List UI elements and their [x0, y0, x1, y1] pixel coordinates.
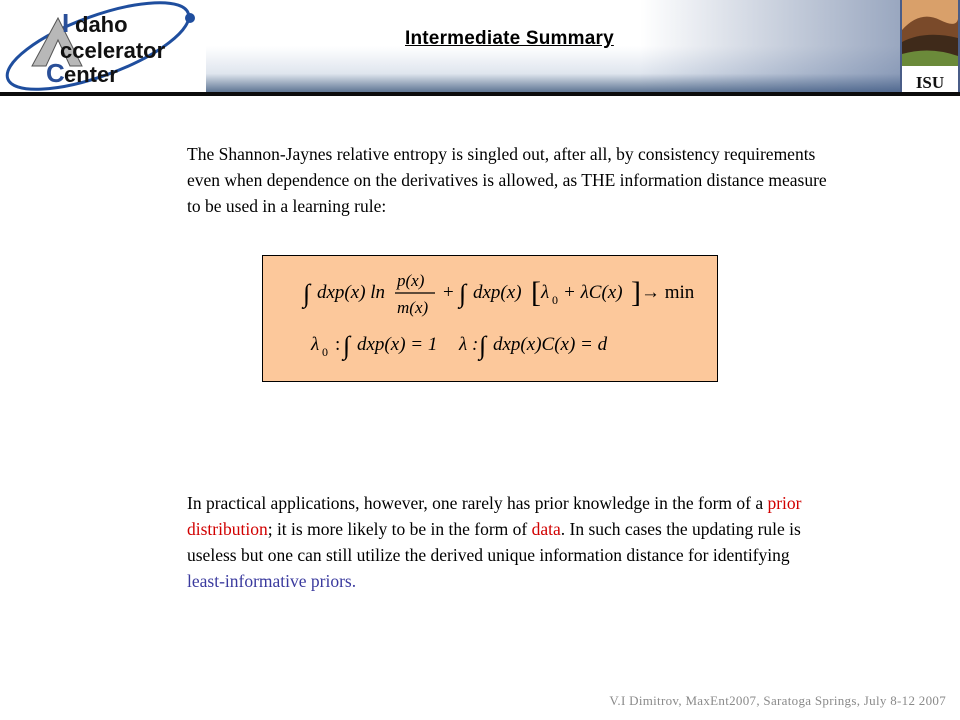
paragraph-entropy: The Shannon-Jaynes relative entropy is singled out, after all, by consistency requirements even when dependence on the derivatives is allowed, as THE information distance measure to be used in a learning rule: [187, 144, 827, 216]
formula-constraint: dxp(x)C(x) = d [493, 334, 608, 355]
logo-word-daho: daho [75, 12, 128, 37]
integral-sign-3: ∫ [343, 331, 351, 360]
paragraph-applications [187, 490, 827, 594]
formula-lambda: λ [541, 282, 550, 303]
integral-sign-4: ∫ [479, 331, 487, 360]
highlight-least-informative-priors: least-informative priors. [187, 571, 357, 591]
formula-lambda0: λ [311, 334, 320, 355]
paragraph2-text-2: ; it is more likely to be in the form of [267, 519, 532, 539]
formula-line1-term1: dxp(x) ln [317, 282, 386, 303]
formula-lambda0-sub: 0 [322, 345, 328, 359]
paragraph2-text-1: In practical applications, however, one rarely has prior knowledge in the form of a [187, 493, 768, 513]
highlight-prior-distribution: prior distribution [187, 493, 802, 539]
formula-plus: + [443, 282, 454, 303]
isu-logo-text: ISU [915, 73, 945, 92]
formula-fraction-numerator: p(x) [397, 271, 425, 290]
integral-sign-2: ∫ [459, 279, 467, 308]
formula-line1-term3: dxp(x) [473, 282, 522, 303]
formula-fraction-denominator: m(x) [397, 298, 429, 317]
logo-initial-c: C [46, 58, 65, 88]
formula-minimize: → min [641, 282, 695, 303]
formula-lambda-label: λ : [459, 334, 479, 355]
formula-normalization: dxp(x) = 1 [357, 334, 438, 355]
svg-text:]: ] [631, 276, 641, 309]
formula-svg [263, 256, 719, 383]
svg-text:[: [ [531, 276, 541, 309]
integral-sign-1: ∫ [303, 279, 311, 308]
isu-logo [900, 0, 960, 96]
formula-lambda-sub: 0 [552, 293, 558, 307]
formula-box [262, 255, 718, 382]
formula-colon: : [335, 334, 341, 355]
orbit-dot-icon [185, 13, 195, 23]
header-gradient-shade [640, 0, 900, 92]
logo-word-enter: enter [64, 62, 118, 87]
slide-title: Intermediate Summary [405, 28, 614, 49]
formula-line1-term5: + λC(x) [563, 282, 623, 303]
idaho-accelerator-center-logo [0, 0, 206, 92]
highlight-data: data [531, 519, 561, 539]
slide-footer: V.I Dimitrov, MaxEnt2007, Saratoga Springs, July 8-12 2007 [609, 693, 946, 708]
header-divider [0, 92, 960, 96]
logo-word-ccelerator: ccelerator [60, 38, 166, 63]
paragraph2-text-3: . In such cases the updating rule is useless but one can still utilize the derived unique information distance for identifying [187, 519, 801, 565]
slide-header [0, 0, 960, 96]
logo-initial-i: I [62, 8, 70, 38]
